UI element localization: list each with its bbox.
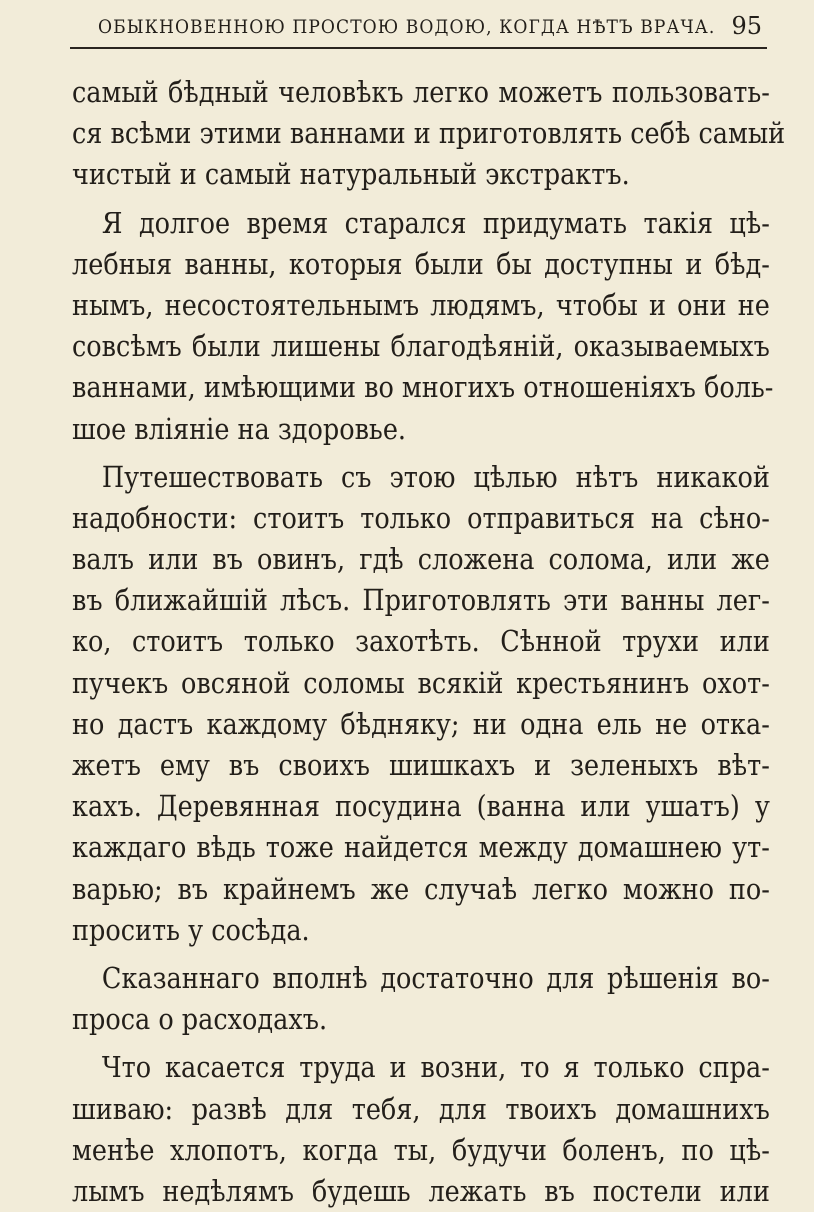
text-line: самый бѣдный человѣкъ легко можетъ пользовать- [72, 75, 770, 109]
running-title: ОБЫКНОВЕННОЮ ПРОСТОЮ ВОДОЮ, КОГДА НѢТЪ ВРАЧА. [98, 16, 716, 38]
paragraph [72, 457, 770, 951]
body-text [72, 72, 786, 1212]
text-line: шиваю: развѣ для тебя, для твоихъ домашнихъ [72, 1091, 770, 1126]
text-line: проса о расходахъ. [72, 1002, 328, 1037]
paragraph-gap [72, 1040, 770, 1047]
text-line: валъ или въ овинъ, гдѣ сложена солома, или же [72, 542, 770, 577]
text-line: кахъ. Деревянная посудина (ванна или ушатъ) у [72, 789, 770, 824]
text-line: Что касается труда и возни, то я только спра- [101, 1050, 770, 1085]
paragraph [72, 958, 770, 1040]
text-line: пучекъ овсяной соломы всякій крестьянинъ охот- [72, 665, 770, 700]
text-line: шое вліяніе на здоровье. [72, 411, 407, 446]
header-rule [70, 47, 767, 49]
page-number: 95 [731, 12, 762, 40]
text-line: Я долгое время старался придумать такія цѣ- [101, 205, 770, 240]
paragraph-gap [72, 450, 770, 457]
paragraph-gap [72, 196, 770, 203]
text-line: совсѣмъ были лишены благодѣяній, оказываемыхъ [72, 329, 770, 364]
text-line: ся всѣми этими ваннами и приготовлять себѣ самый [72, 116, 786, 151]
paragraph [72, 72, 786, 196]
text-line: въ ближайшій лѣсъ. Приготовлять эти ванны лег- [72, 583, 770, 618]
paragraph [72, 203, 774, 450]
paragraph [72, 1047, 770, 1212]
text-line: Путешествовать съ этою цѣлью нѣтъ никакой [101, 459, 770, 494]
running-head [70, 12, 770, 48]
text-line: нымъ, несостоятельнымъ людямъ, чтобы и они не [72, 287, 770, 322]
text-line: ваннами, имѣющими во многихъ отношеніяхъ боль- [72, 370, 774, 405]
text-line: ко, стоитъ только захотѣть. Сѣнной трухи или [72, 624, 770, 659]
paragraph-gap [72, 951, 770, 958]
text-line: но дастъ каждому бѣдняку; ни одна ель не отка- [72, 706, 770, 741]
text-line: менѣе хлопотъ, когда ты, будучи боленъ, по цѣ- [72, 1132, 770, 1167]
text-line: каждаго вѣдь тоже найдется между домашнею ут- [72, 830, 770, 865]
text-line: надобности: стоитъ только отправиться на сѣно- [72, 500, 770, 535]
text-line: варью; въ крайнемъ же случаѣ легко можно по- [72, 871, 770, 906]
text-line: чистый и самый натуральный экстрактъ. [72, 157, 630, 192]
text-line: просить у сосѣда. [72, 912, 310, 947]
text-line: Сказаннаго вполнѣ достаточно для рѣшенія во- [101, 960, 770, 995]
text-line: лебныя ванны, которыя были бы доступны и бѣд- [72, 246, 770, 281]
text-line: жетъ ему въ своихъ шишкахъ и зеленыхъ вѣт- [72, 748, 770, 782]
text-line: лымъ недѣлямъ будешь лежать въ постели или [72, 1173, 770, 1208]
